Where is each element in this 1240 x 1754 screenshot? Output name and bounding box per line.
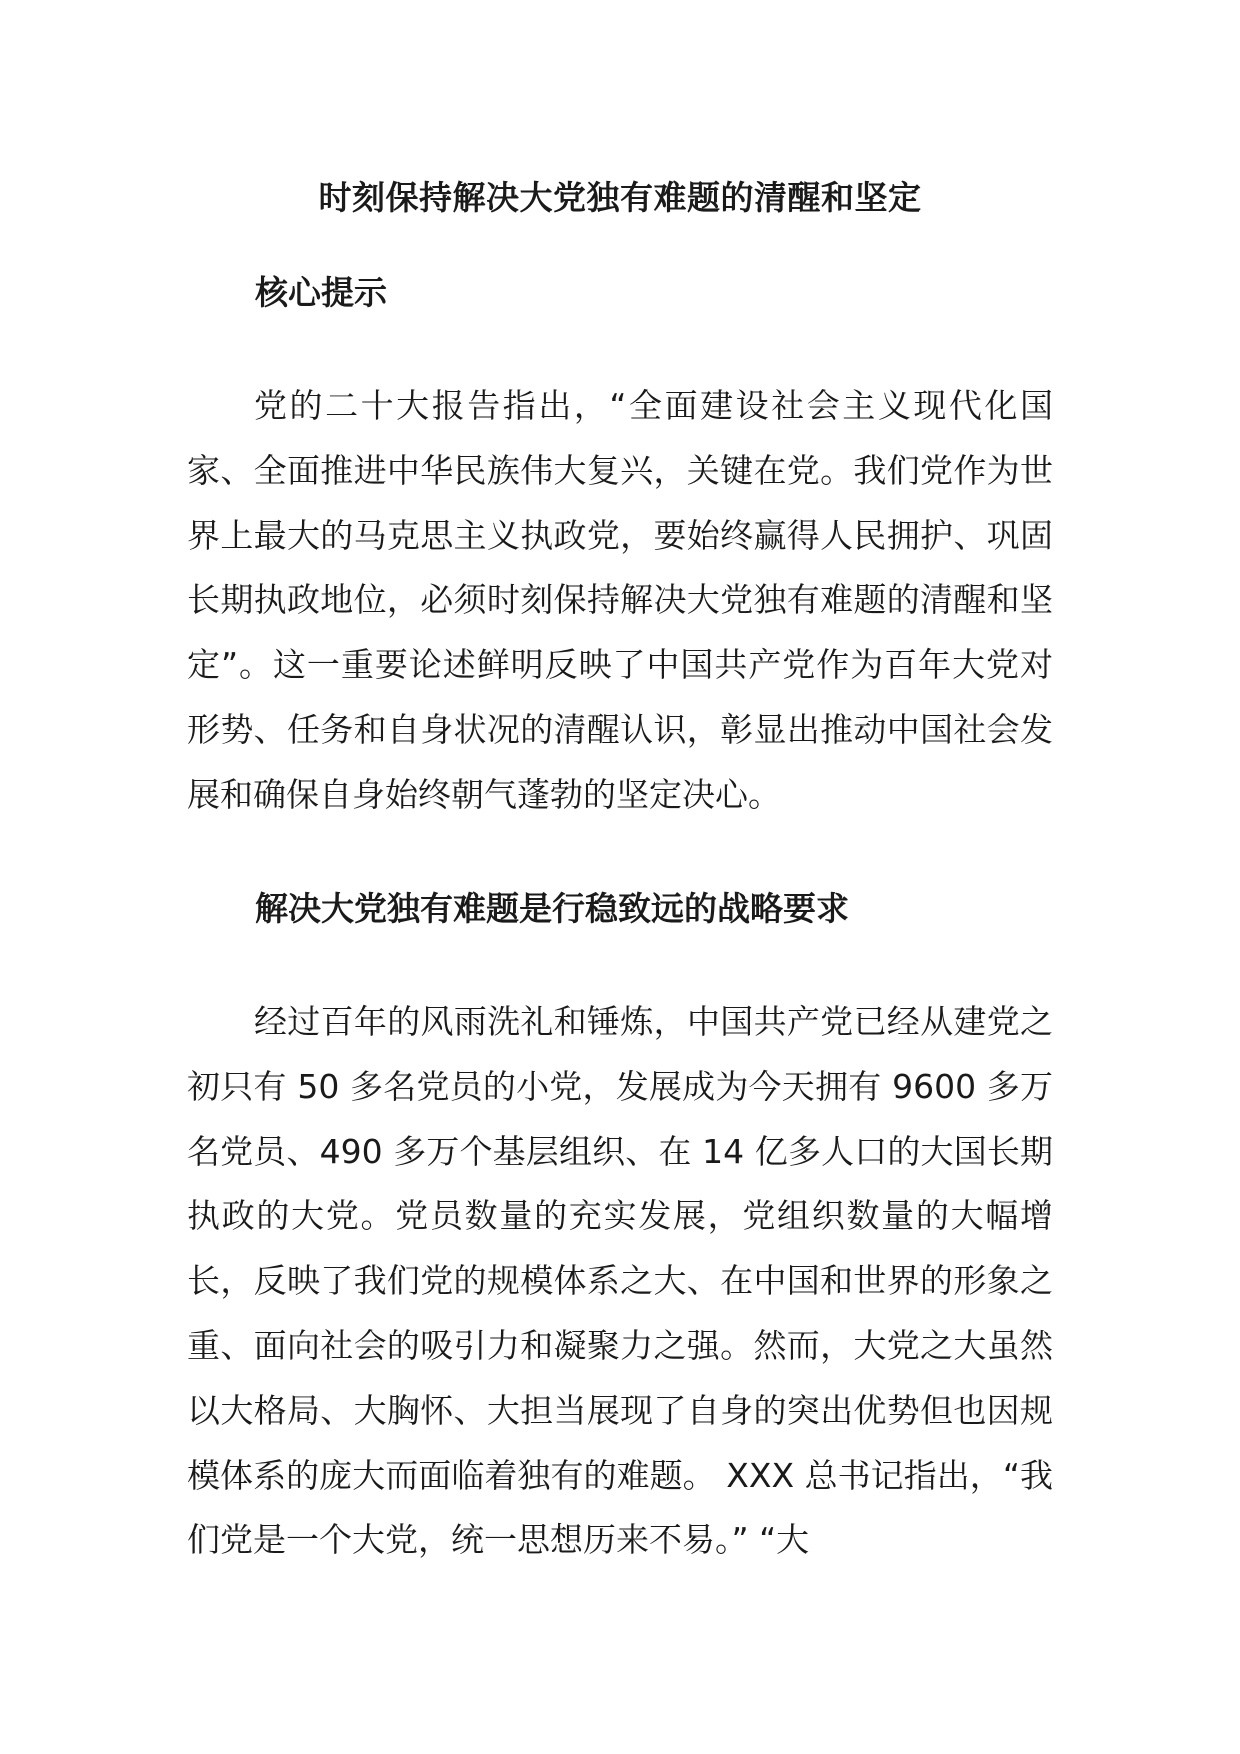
section-heading-strategy: 解决大党独有难题是行稳致远的战略要求 xyxy=(255,889,849,928)
paragraph-strategy: 经过百年的风雨洗礼和锤炼，中国共产党已经从建党之初只有 50 多名党员的小党，发展成为今天拥有 9600 多万名党员、490 多万个基层组织、在 14 亿多人口的大国长期执政的大党。党员数量的充实发展，党组织数量的大幅增长，反映了我们党的规模体系之大、在中国和世界的形象之重、面向社会的吸引力和凝聚力之强。然而，大党之大虽然以大格局、大胸怀、大担当展现了自身的突出优势但也因规模体系的庞大而面临着独有的难题。 XXX 总书记指出，“我们党是一个大党，统一思想历来不易。” “大 xyxy=(187,1002,1053,1560)
paragraph-core: 党的二十大报告指出，“全面建设社会主义现代化国家、全面推进中华民族伟大复兴，关键在党。我们党作为世界上最大的马克思主义执政党，要始终赢得人民拥护、巩固长期执政地位，必须时刻保持解决大党独有难题的清醒和坚定”。这一重要论述鲜明反映了中国共产党作为百年大党对形势、任务和自身状况的清醒认识，彰显出推动中国社会发展和确保自身始终朝气蓬勃的坚定决心。 xyxy=(187,386,1053,814)
section-heading-core: 核心提示 xyxy=(255,273,387,312)
document-title: 时刻保持解决大党独有难题的清醒和坚定 xyxy=(318,178,922,217)
